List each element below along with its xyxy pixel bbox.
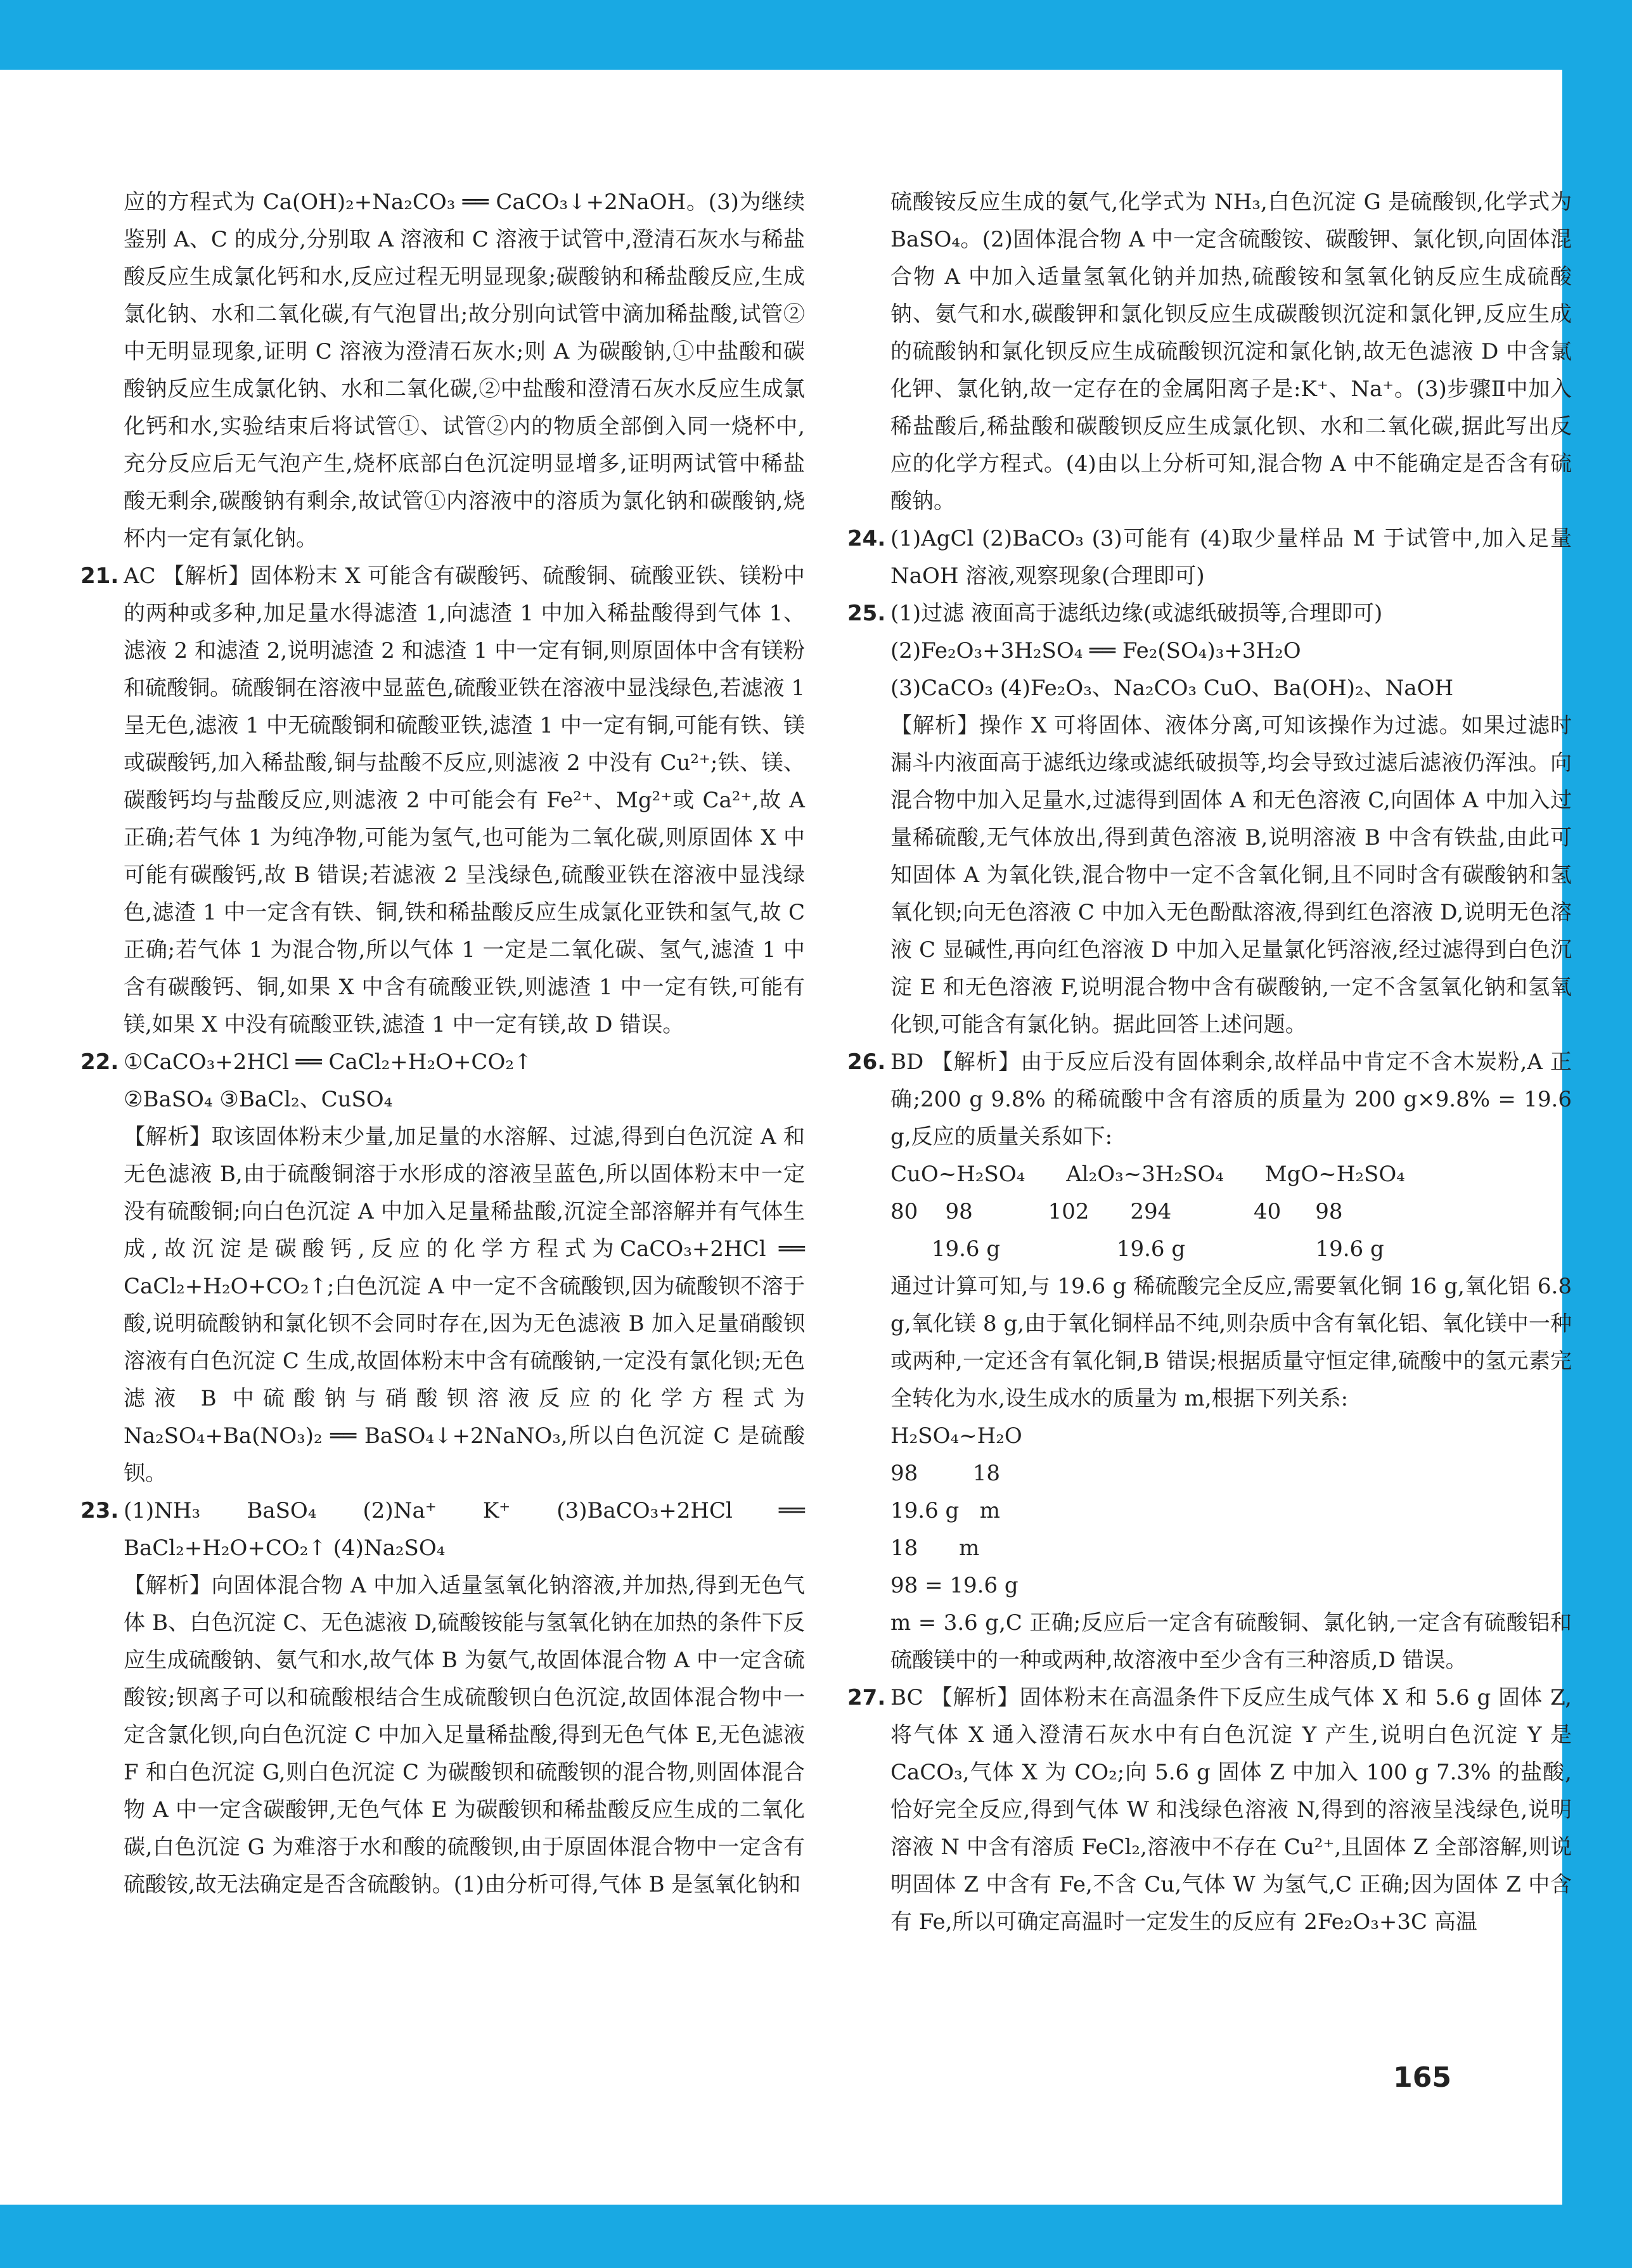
answer-text: (1)AgCl (2)BaCO₃ (3)可能有 (4)取少量样品 M 于试管中,加入足量 NaOH 溶液,观察现象(合理即可) [890,526,1572,589]
question-22 [80,1044,805,1081]
answer-text: BD 【解析】由于反应后没有固体剩余,故样品中肯定不含木炭粉,A 正确;200 g 9.8% 的稀硫酸中含有溶质的质量为 200 g×9.8% = 19.6 g,反应的质量关系如下: [890,1049,1572,1150]
mass-relation-line: 98 18 [890,1461,1000,1486]
fraction-denominator: 98 = 19.6 g [890,1573,1018,1598]
question-number: 23. [80,1498,119,1523]
question-25 [847,595,1572,632]
answer-line: (2)Fe₂O₃+3H₂SO₄ ══ Fe₂(SO₄)₃+3H₂O [890,638,1301,663]
answer-text: ①CaCO₃+2HCl ══ CaCl₂+H₂O+CO₂↑ [124,1049,532,1075]
answer-line: ②BaSO₄ ③BaCl₂、CuSO₄ [124,1087,393,1112]
answer-text: (1)过滤 液面高于滤纸边缘(或滤纸破损等,合理即可) [890,601,1383,626]
mass-relation-line: 19.6 g 19.6 g 19.6 g [890,1236,1384,1262]
fraction-numerator: 18 m [890,1535,980,1561]
question-24 [847,520,1572,595]
mass-relation-line: 19.6 g m [890,1498,1000,1523]
question-number: 26. [847,1049,886,1075]
question-23 [80,1492,805,1567]
question-number: 21. [80,563,119,589]
paragraph-continuation: 应的方程式为 Ca(OH)₂+Na₂CO₃ ══ CaCO₃↓+2NaOH。(3)为继续鉴别 A、C 的成分,分别取 A 溶液和 C 溶液于试管中,澄清石灰水与稀盐酸反应生成氯化钙和水,反应过程无明显现象;碳酸钠和稀盐酸反应,生成氯化钠、水和二氧化碳,有气泡冒出;故分别向试管中滴加稀盐酸,试管②中无明显现象,证明 C 溶液为澄清石灰水;则 A 为碳酸钠,①中盐酸和碳酸钠反应生成氯化钠、水和二氧化碳,②中盐酸和澄清石灰水反应生成氯化钙和水,实验结束后将试管①、试管②内的物质全部倒入同一烧杯中,充分反应后无气泡产生,烧杯底部白色沉淀明显增多,证明两试管中稀盐酸无剩余,碳酸钠有剩余,故试管①内溶液中的溶质为氯化钠和碳酸钠,烧杯内一定有氯化钠。 [124,189,805,551]
analysis-text: 【解析】取该固体粉末少量,加足量的水溶解、过滤,得到白色沉淀 A 和无色滤液 B,由于硫酸铜溶于水形成的溶液呈蓝色,所以固体粉末中一定没有硫酸铜;向白色沉淀 A 中加入足量稀盐酸,沉淀全部溶解并有气体生成,故沉淀是碳酸钙,反应的化学方程式为CaCO₃+2HCl ══ CaCl₂+H₂O+CO₂↑;白色沉淀 A 中一定不含硫酸钡,因为硫酸钡不溶于酸,说明硫酸钠和氯化钡不会同时存在,因为无色滤液 B 加入足量硝酸钡溶液有白色沉淀 C 生成,故固体粉末中含有硫酸钠,一定没有氯化钡;无色滤液 B 中硫酸钠与硝酸钡溶液反应的化学方程式为 Na₂SO₄+Ba(NO₃)₂ ══ BaSO₄↓+2NaNO₃,所以白色沉淀 C 是硫酸钡。 [124,1124,805,1486]
question-number: 27. [847,1685,886,1710]
answer-text: BC 【解析】固体粉末在高温条件下反应生成气体 X 和 5.6 g 固体 Z,将气体 X 通入澄清石灰水中有白色沉淀 Y 产生,说明白色沉淀 Y 是 CaCO₃,气体 X 为 CO₂;向 5.6 g 固体 Z 中加入 100 g 7.3% 的盐酸,恰好完全反应,得到气体 W 和浅绿色溶液 N,得到的溶液呈浅绿色,说明溶液 N 中含有溶质 FeCl₂,溶液中不存在 Cu²⁺,且固体 Z 全部溶解,则说明固体 Z 中含有 Fe,不含 Cu,气体 W 为氢气,C 正确;因为固体 Z 中含有 Fe,所以可确定高温时一定发生的反应有 2Fe₂O₃+3C 高温 [890,1685,1572,1935]
question-21 [80,558,805,1044]
mass-relation-line: 80 98 102 294 40 98 [890,1199,1343,1224]
analysis-text: 通过计算可知,与 19.6 g 稀硫酸完全反应,需要氧化铜 16 g,氧化铝 6.8 g,氧化镁 8 g,由于氧化铜样品不纯,则杂质中含有氧化铝、氧化镁中一种或两种,一定还含有氧化铜,B 错误;根据质量守恒定律,硫酸中的氢元素完全转化为水,设生成水的质量为 m,根据下列关系: [890,1274,1572,1411]
answer-text: (1)NH₃ BaSO₄ (2)Na⁺ K⁺ (3)BaCO₃+2HCl ══ BaCl₂+H₂O+CO₂↑ (4)Na₂SO₄ [124,1498,805,1561]
paragraph-continuation: 硫酸铵反应生成的氨气,化学式为 NH₃,白色沉淀 G 是硫酸钡,化学式为 BaSO₄。(2)固体混合物 A 中一定含硫酸铵、碳酸钾、氯化钡,向固体混合物 A 中加入适量氢氧化钠并加热,硫酸铵和氢氧化钠反应生成硫酸钠、氨气和水,碳酸钾和氯化钡反应生成碳酸钡沉淀和氯化钾,反应生成的硫酸钠和氯化钡反应生成硫酸钡沉淀和氯化钠,故无色滤液 D 中含氯化钾、氯化钠,故一定存在的金属阳离子是:K⁺、Na⁺。(3)步骤Ⅱ中加入稀盐酸后,稀盐酸和碳酸钡反应生成氯化钡、水和二氧化碳,据此写出反应的化学方程式。(4)由以上分析可知,混合物 A 中不能确定是否含有硫酸钠。 [890,189,1572,514]
question-number: 25. [847,601,886,626]
question-27 [847,1679,1572,1941]
question-number: 22. [80,1049,119,1075]
answer-line: (3)CaCO₃ (4)Fe₂O₃、Na₂CO₃ CuO、Ba(OH)₂、NaOH [890,676,1454,701]
mass-relation-line: CuO~H₂SO₄ Al₂O₃~3H₂SO₄ MgO~H₂SO₄ [890,1162,1405,1187]
mass-relation-line: H₂SO₄~H₂O [890,1423,1022,1449]
page-sheet [0,70,1572,2205]
question-number: 24. [847,526,886,551]
right-column [847,184,1572,1941]
analysis-text: m = 3.6 g,C 正确;反应后一定含有硫酸铜、氯化钠,一定含有硫酸铝和硫酸镁中的一种或两种,故溶液中至少含有三种溶质,D 错误。 [890,1610,1572,1673]
question-26 [847,1044,1572,1156]
answer-text: AC 【解析】固体粉末 X 可能含有碳酸钙、硫酸铜、硫酸亚铁、镁粉中的两种或多种,加足量水得滤渣 1,向滤渣 1 中加入稀盐酸得到气体 1、滤液 2 和滤渣 2,说明滤渣 2 和滤渣 1 中一定有铜,则原固体中含有镁粉和硫酸铜。硫酸铜在溶液中显蓝色,硫酸亚铁在溶液中显浅绿色,若滤液 1 呈无色,滤液 1 中无硫酸铜和硫酸亚铁,滤渣 1 中一定有铜,可能有铁、镁或碳酸钙,加入稀盐酸,铜与盐酸不反应,则滤液 2 中没有 Cu²⁺;铁、镁、碳酸钙均与盐酸反应,则滤液 2 中可能会有 Fe²⁺、Mg²⁺或 Ca²⁺,故 A 正确;若气体 1 为纯净物,可能为氢气,也可能为二氧化碳,则原固体 X 中可能有碳酸钙,故 B 错误;若滤液 2 呈浅绿色,硫酸亚铁在溶液中显浅绿色,滤渣 1 中一定含有铁、铜,铁和稀盐酸反应生成氯化亚铁和氢气,故 C 正确;若气体 1 为混合物,所以气体 1 一定是二氧化碳、氢气,滤渣 1 中含有碳酸钙、铜,如果 X 中含有硫酸亚铁,则滤渣 1 中一定有铁,可能有镁,如果 X 中没有硫酸亚铁,滤渣 1 中一定有镁,故 D 错误。 [124,563,805,1037]
left-column [80,184,805,1904]
page-number: 165 [1393,2061,1451,2094]
analysis-text: 【解析】向固体混合物 A 中加入适量氢氧化钠溶液,并加热,得到无色气体 B、白色沉淀 C、无色滤液 D,硫酸铵能与氢氧化钠在加热的条件下反应生成硫酸钠、氨气和水,故气体 B 为氨气,故固体混合物 A 中一定含硫酸铵;钡离子可以和硫酸根结合生成硫酸钡白色沉淀,故固体混合物中一定含氯化钡,向白色沉淀 C 中加入足量稀盐酸,得到无色气体 E,无色滤液 F 和白色沉淀 G,则白色沉淀 C 为碳酸钡和硫酸钡的混合物,则固体混合物 A 中一定含碳酸钾,无色气体 E 为碳酸钡和稀盐酸反应生成的二氧化碳,白色沉淀 G 为难溶于水和酸的硫酸钡,由于原固体混合物中一定含有硫酸铵,故无法确定是否含硫酸钠。(1)由分析可得,气体 B 是氢氧化钠和 [124,1573,805,1897]
analysis-text: 【解析】操作 X 可将固体、液体分离,可知该操作为过滤。如果过滤时漏斗内液面高于滤纸边缘或滤纸破损等,均会导致过滤后滤液仍浑浊。向混合物中加入足量水,过滤得到固体 A 和无色溶液 C,向固体 A 中加入过量稀硫酸,无气体放出,得到黄色溶液 B,说明溶液 B 中含有铁盐,由此可知固体 A 为氧化铁,混合物中一定不含氧化铜,且不同时含有碳酸钠和氢氧化钡;向无色溶液 C 中加入无色酚酞溶液,得到红色溶液 D,说明无色溶液 C 显碱性,再向红色溶液 D 中加入足量氯化钙溶液,经过滤得到白色沉淀 E 和无色溶液 F,说明混合物中含有碳酸钠,一定不含氢氧化钠和氢氧化钡,可能含有氯化钠。据此回答上述问题。 [890,713,1572,1037]
